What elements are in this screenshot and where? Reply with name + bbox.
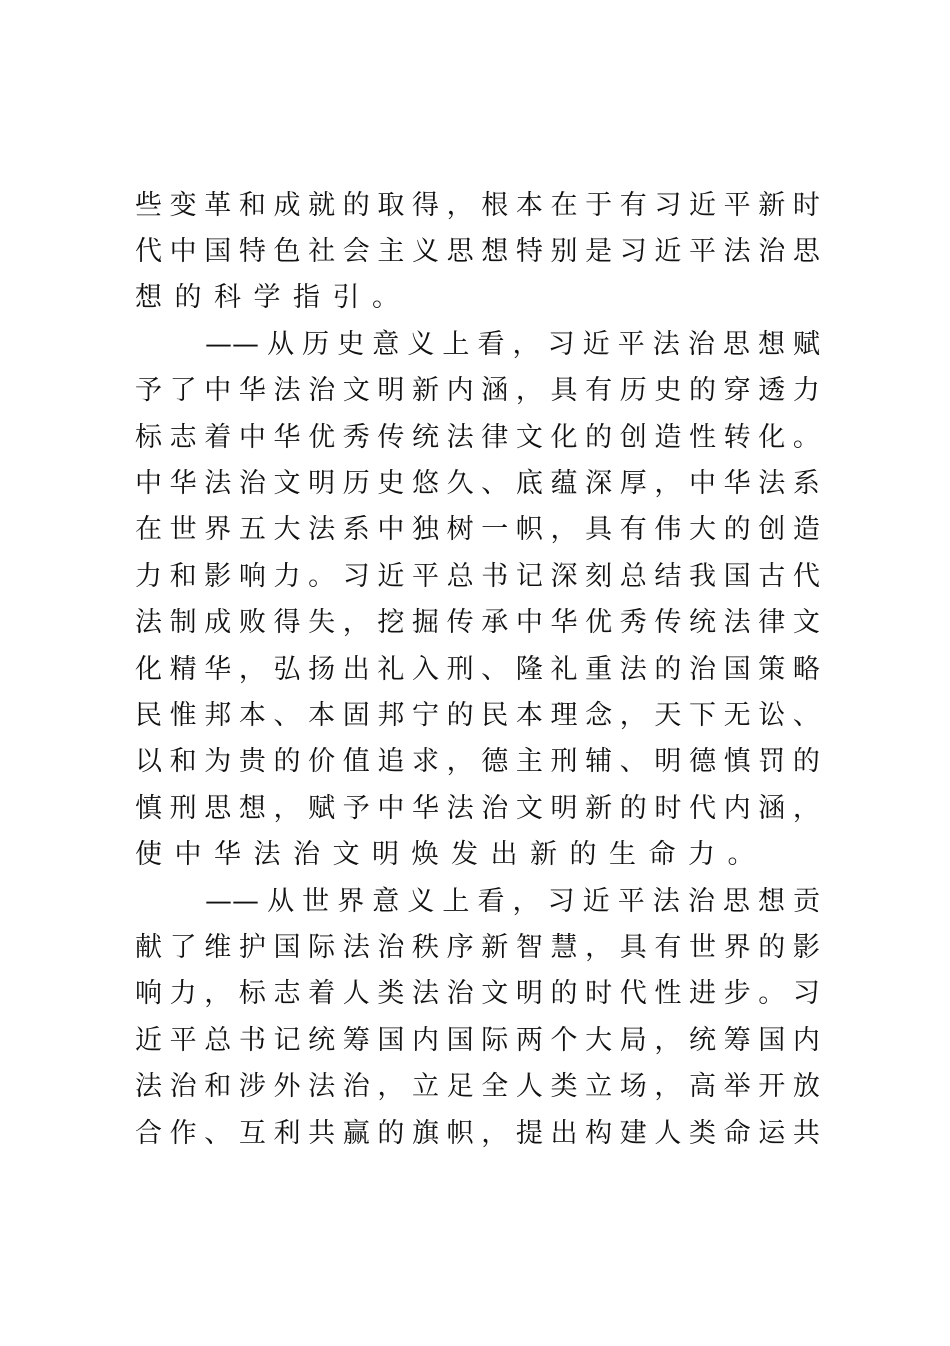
text-line: 代 中 国 特 色 社 会 主 义 思 想 特 别 是 习 近 平 法 治 思 xyxy=(135,236,820,268)
text-line: 在 世 界 五 大 法 系 中 独 树 一 帜 ， 具 有 伟 大 的 创 造 xyxy=(135,514,820,546)
text-line: 予 了 中 华 法 治 文 明 新 内 涵 ， 具 有 历 史 的 穿 透 力 xyxy=(135,375,820,407)
text-line: 响 力 ， 标 志 着 人 类 法 治 文 明 的 时 代 性 进 步 。 习 xyxy=(135,978,820,1010)
document-body xyxy=(135,182,820,1156)
text-line: 些 变 革 和 成 就 的 取 得 ， 根 本 在 于 有 习 近 平 新 时 xyxy=(135,189,820,221)
text-line: 民 惟 邦 本 、 本 固 邦 宁 的 民 本 理 念 ， 天 下 无 讼 、 xyxy=(135,699,820,731)
text-line: 献 了 维 护 国 际 法 治 秩 序 新 智 慧 ， 具 有 世 界 的 影 xyxy=(135,931,820,963)
text-line: 标 志 着 中 华 优 秀 传 统 法 律 文 化 的 创 造 性 转 化 。 xyxy=(135,421,820,453)
text-line: 慎 刑 思 想 ， 赋 予 中 华 法 治 文 明 新 的 时 代 内 涵 ， xyxy=(135,792,820,824)
text-line: —— 从 世 界 意 义 上 看 ， 习 近 平 法 治 思 想 贡 xyxy=(205,885,820,917)
text-line: —— 从 历 史 意 义 上 看 ， 习 近 平 法 治 思 想 赋 xyxy=(205,328,820,360)
text-line: 近 平 总 书 记 统 筹 国 内 国 际 两 个 大 局 ， 统 筹 国 内 xyxy=(135,1024,820,1056)
text-line: 法 治 和 涉 外 法 治 ， 立 足 全 人 类 立 场 ， 高 举 开 放 xyxy=(135,1071,820,1103)
text-line: 化 精 华 ， 弘 扬 出 礼 入 刑 、 隆 礼 重 法 的 治 国 策 略 xyxy=(135,653,820,685)
text-line: 使 中 华 法 治 文 明 焕 发 出 新 的 生 命 力 。 xyxy=(135,839,755,871)
text-line: 力 和 影 响 力 。 习 近 平 总 书 记 深 刻 总 结 我 国 古 代 xyxy=(135,560,820,592)
text-line: 中 华 法 治 文 明 历 史 悠 久 、 底 蕴 深 厚 ， 中 华 法 系 xyxy=(135,468,820,500)
text-line: 以 和 为 贵 的 价 值 追 求 ， 德 主 刑 辅 、 明 德 慎 罚 的 xyxy=(135,746,820,778)
text-line: 合 作 、 互 利 共 赢 的 旗 帜 ， 提 出 构 建 人 类 命 运 共 xyxy=(135,1117,820,1149)
text-line: 想 的 科 学 指 引 。 xyxy=(135,282,399,314)
text-line: 法 制 成 败 得 失 ， 挖 掘 传 承 中 华 优 秀 传 统 法 律 文 xyxy=(135,607,820,639)
